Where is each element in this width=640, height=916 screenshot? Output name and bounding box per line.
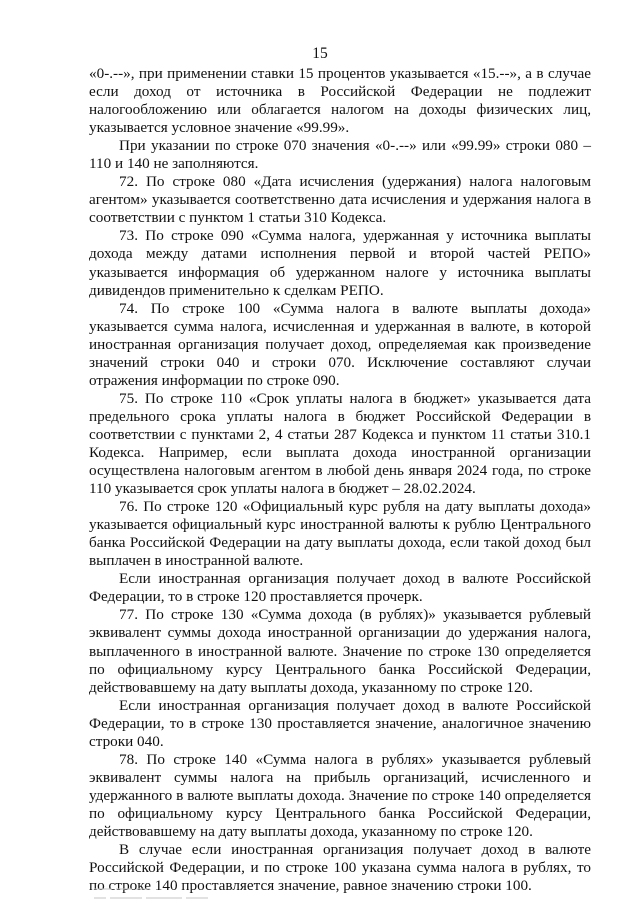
paragraph-item-72: 72. По строке 080 «Дата исчисления (удержания) налога налоговым агентом» указывается соответственно дата исчисления и удержания налога в соответствии с пунктом 1 статьи 310 Кодекса. <box>89 173 591 227</box>
footer-stamp <box>92 884 212 907</box>
page-number: 15 <box>312 45 328 62</box>
paragraph-item-78-note: В случае если иностранная организация получает доход в валюте Российской Федерации, и по строке 100 указана сумма налога в рублях, то по строке 140 проставляется значение, равное значению строки 100. <box>89 841 591 895</box>
paragraph-item-76-note: Если иностранная организация получает доход в валюте Российской Федерации, то в строке 120 проставляется прочерк. <box>89 570 591 606</box>
paragraph-1: «0-.--», при применении ставки 15 процентов указывается «15.--», а в случае если доход от источника в Российской Федерации не подлежит налогообложению или облагается налогом на доходы физических лиц, указывается условное значение «99.99». <box>89 65 591 137</box>
paragraph-2: При указании по строке 070 значения «0-.--» или «99.99» строки 080 – 110 и 140 не заполняются. <box>89 137 591 173</box>
faded-stamp-icon <box>92 884 212 904</box>
document-body <box>89 65 591 895</box>
paragraph-item-73: 73. По строке 090 «Сумма налога, удержанная у источника выплаты дохода между датами исполнения первой и второй частей РЕПО» указывается информация об удержанном налоге у источника выплаты дивидендов применительно к сделкам РЕПО. <box>89 227 591 299</box>
paragraph-item-74: 74. По строке 100 «Сумма налога в валюте выплаты дохода» указывается сумма налога, исчисленная и удержанная в валюте, в которой иностранная организация получает доход, определяемая как произведение значений строки 040 и строки 070. Исключение составляют случаи отражения информации по строке 090. <box>89 299 591 389</box>
paragraph-item-75: 75. По строке 110 «Срок уплаты налога в бюджет» указывается дата предельного срока уплаты налога в бюджет Российской Федерации в соответствии с пунктами 2, 4 статьи 287 Кодекса и пунктом 11 статьи 310.1 Кодекса. Например, если выплата дохода иностранной организации осуществлена налоговым агентом в любой день января 2024 года, по строке 110 указывается срок уплаты налога в бюджет – 28.02.2024. <box>89 389 591 498</box>
paragraph-item-78: 78. По строке 140 «Сумма налога в рублях» указывается рублевый эквивалент суммы налога на прибыль организаций, исчисленного и удержанного в валюте выплаты дохода. Значение по строке 140 определяется по официальному курсу Центрального банка Российской Федерации, действовавшему на дату выплаты дохода, указанному по строке 120. <box>89 750 591 840</box>
paragraph-item-77: 77. По строке 130 «Сумма дохода (в рублях)» указывается рублевый эквивалент суммы дохода иностранной организации до удержания налога, выплаченного в иностранной валюте. Значение по строке 130 определяется по официальному курсу Центрального банка Российской Федерации, действовавшему на дату выплаты дохода, указанному по строке 120. <box>89 606 591 696</box>
paragraph-item-76: 76. По строке 120 «Официальный курс рубля на дату выплаты дохода» указывается официальный курс иностранной валюты к рублю Центрального банка Российской Федерации на дату выплаты дохода, если такой доход был выплачен в иностранной валюте. <box>89 498 591 570</box>
paragraph-item-77-note: Если иностранная организация получает доход в валюте Российской Федерации, то в строке 130 проставляется значение, аналогичное значению строки 040. <box>89 696 591 750</box>
